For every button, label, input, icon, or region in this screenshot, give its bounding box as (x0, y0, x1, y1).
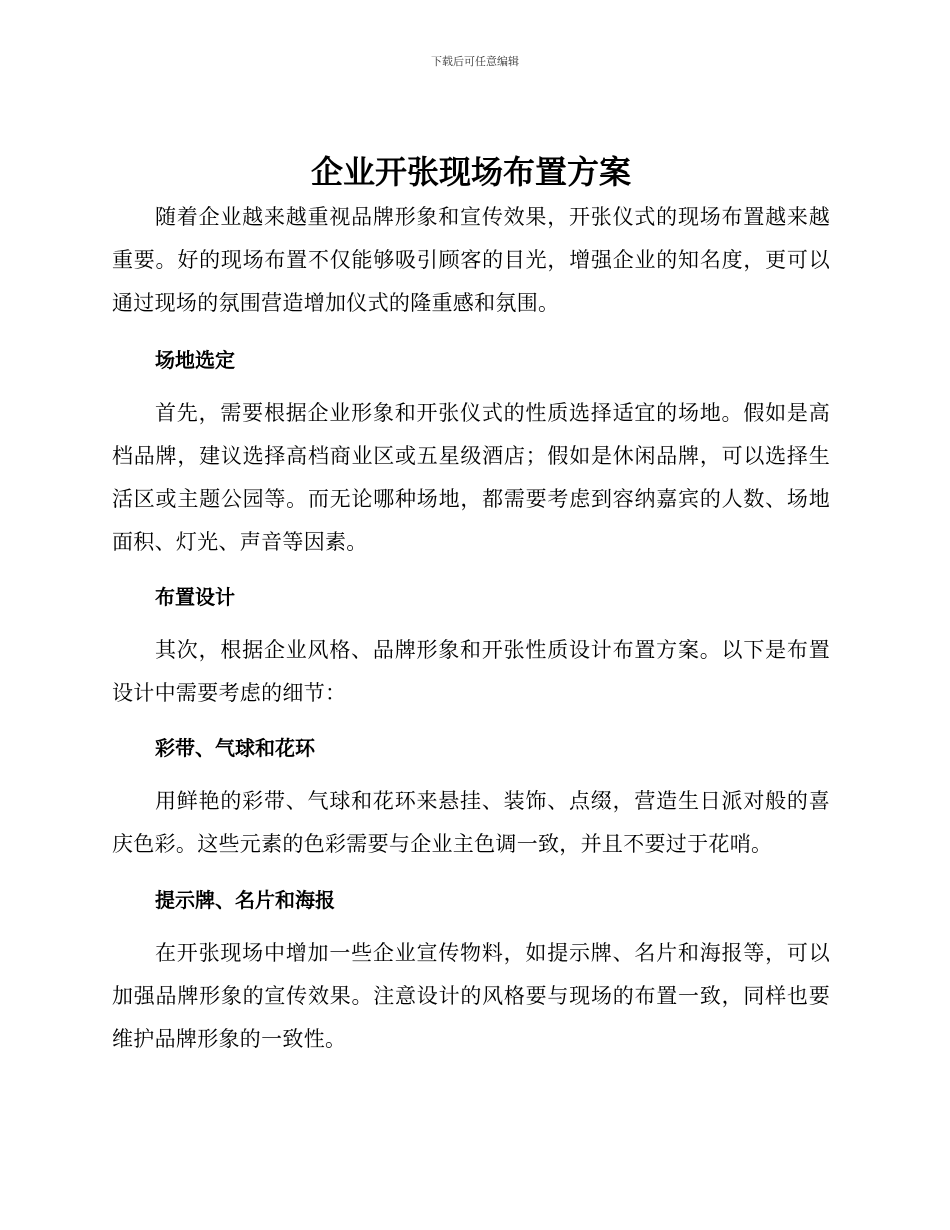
section-body-ribbons-balloons: 用鲜艳的彩带、气球和花环来悬挂、装饰、点缀，营造生日派对般的喜庆色彩。这些元素的色彩需要与企业主色调一致，并且不要过于花哨。 (112, 789, 830, 856)
section-body-venue: 首先，需要根据企业形象和开张仪式的性质选择适宜的场地。假如是高档品牌，建议选择高档商业区或五星级酒店；假如是休闲品牌，可以选择生活区或主题公园等。而无论哪种场地，都需要考虑到容纳嘉宾的人数、场地面积、灯光、声音等因素。 (112, 401, 830, 554)
intro-paragraph: 随着企业越来越重视品牌形象和宣传效果，开张仪式的现场布置越来越重要。好的现场布置不仅能够吸引顾客的目光，增强企业的知名度，更可以通过现场的氛围营造增加仪式的隆重感和氛围。 (112, 205, 830, 315)
section-body-layout-design: 其次，根据企业风格、品牌形象和开张性质设计布置方案。以下是布置设计中需要考虑的细节： (112, 638, 830, 705)
header-note: 下载后可任意编辑 (431, 55, 519, 68)
section-heading-signs-posters: 提示牌、名片和海报 (155, 888, 335, 912)
section-heading-venue: 场地选定 (155, 348, 235, 372)
section-body-signs-posters: 在开张现场中增加一些企业宣传物料，如提示牌、名片和海报等，可以加强品牌形象的宣传效果。注意设计的风格要与现场的布置一致，同样也要维护品牌形象的一致性。 (112, 941, 830, 1051)
section-heading-ribbons-balloons: 彩带、气球和花环 (155, 736, 315, 760)
section-heading-layout-design: 布置设计 (155, 585, 235, 609)
document-title: 企业开张现场布置方案 (310, 153, 631, 191)
